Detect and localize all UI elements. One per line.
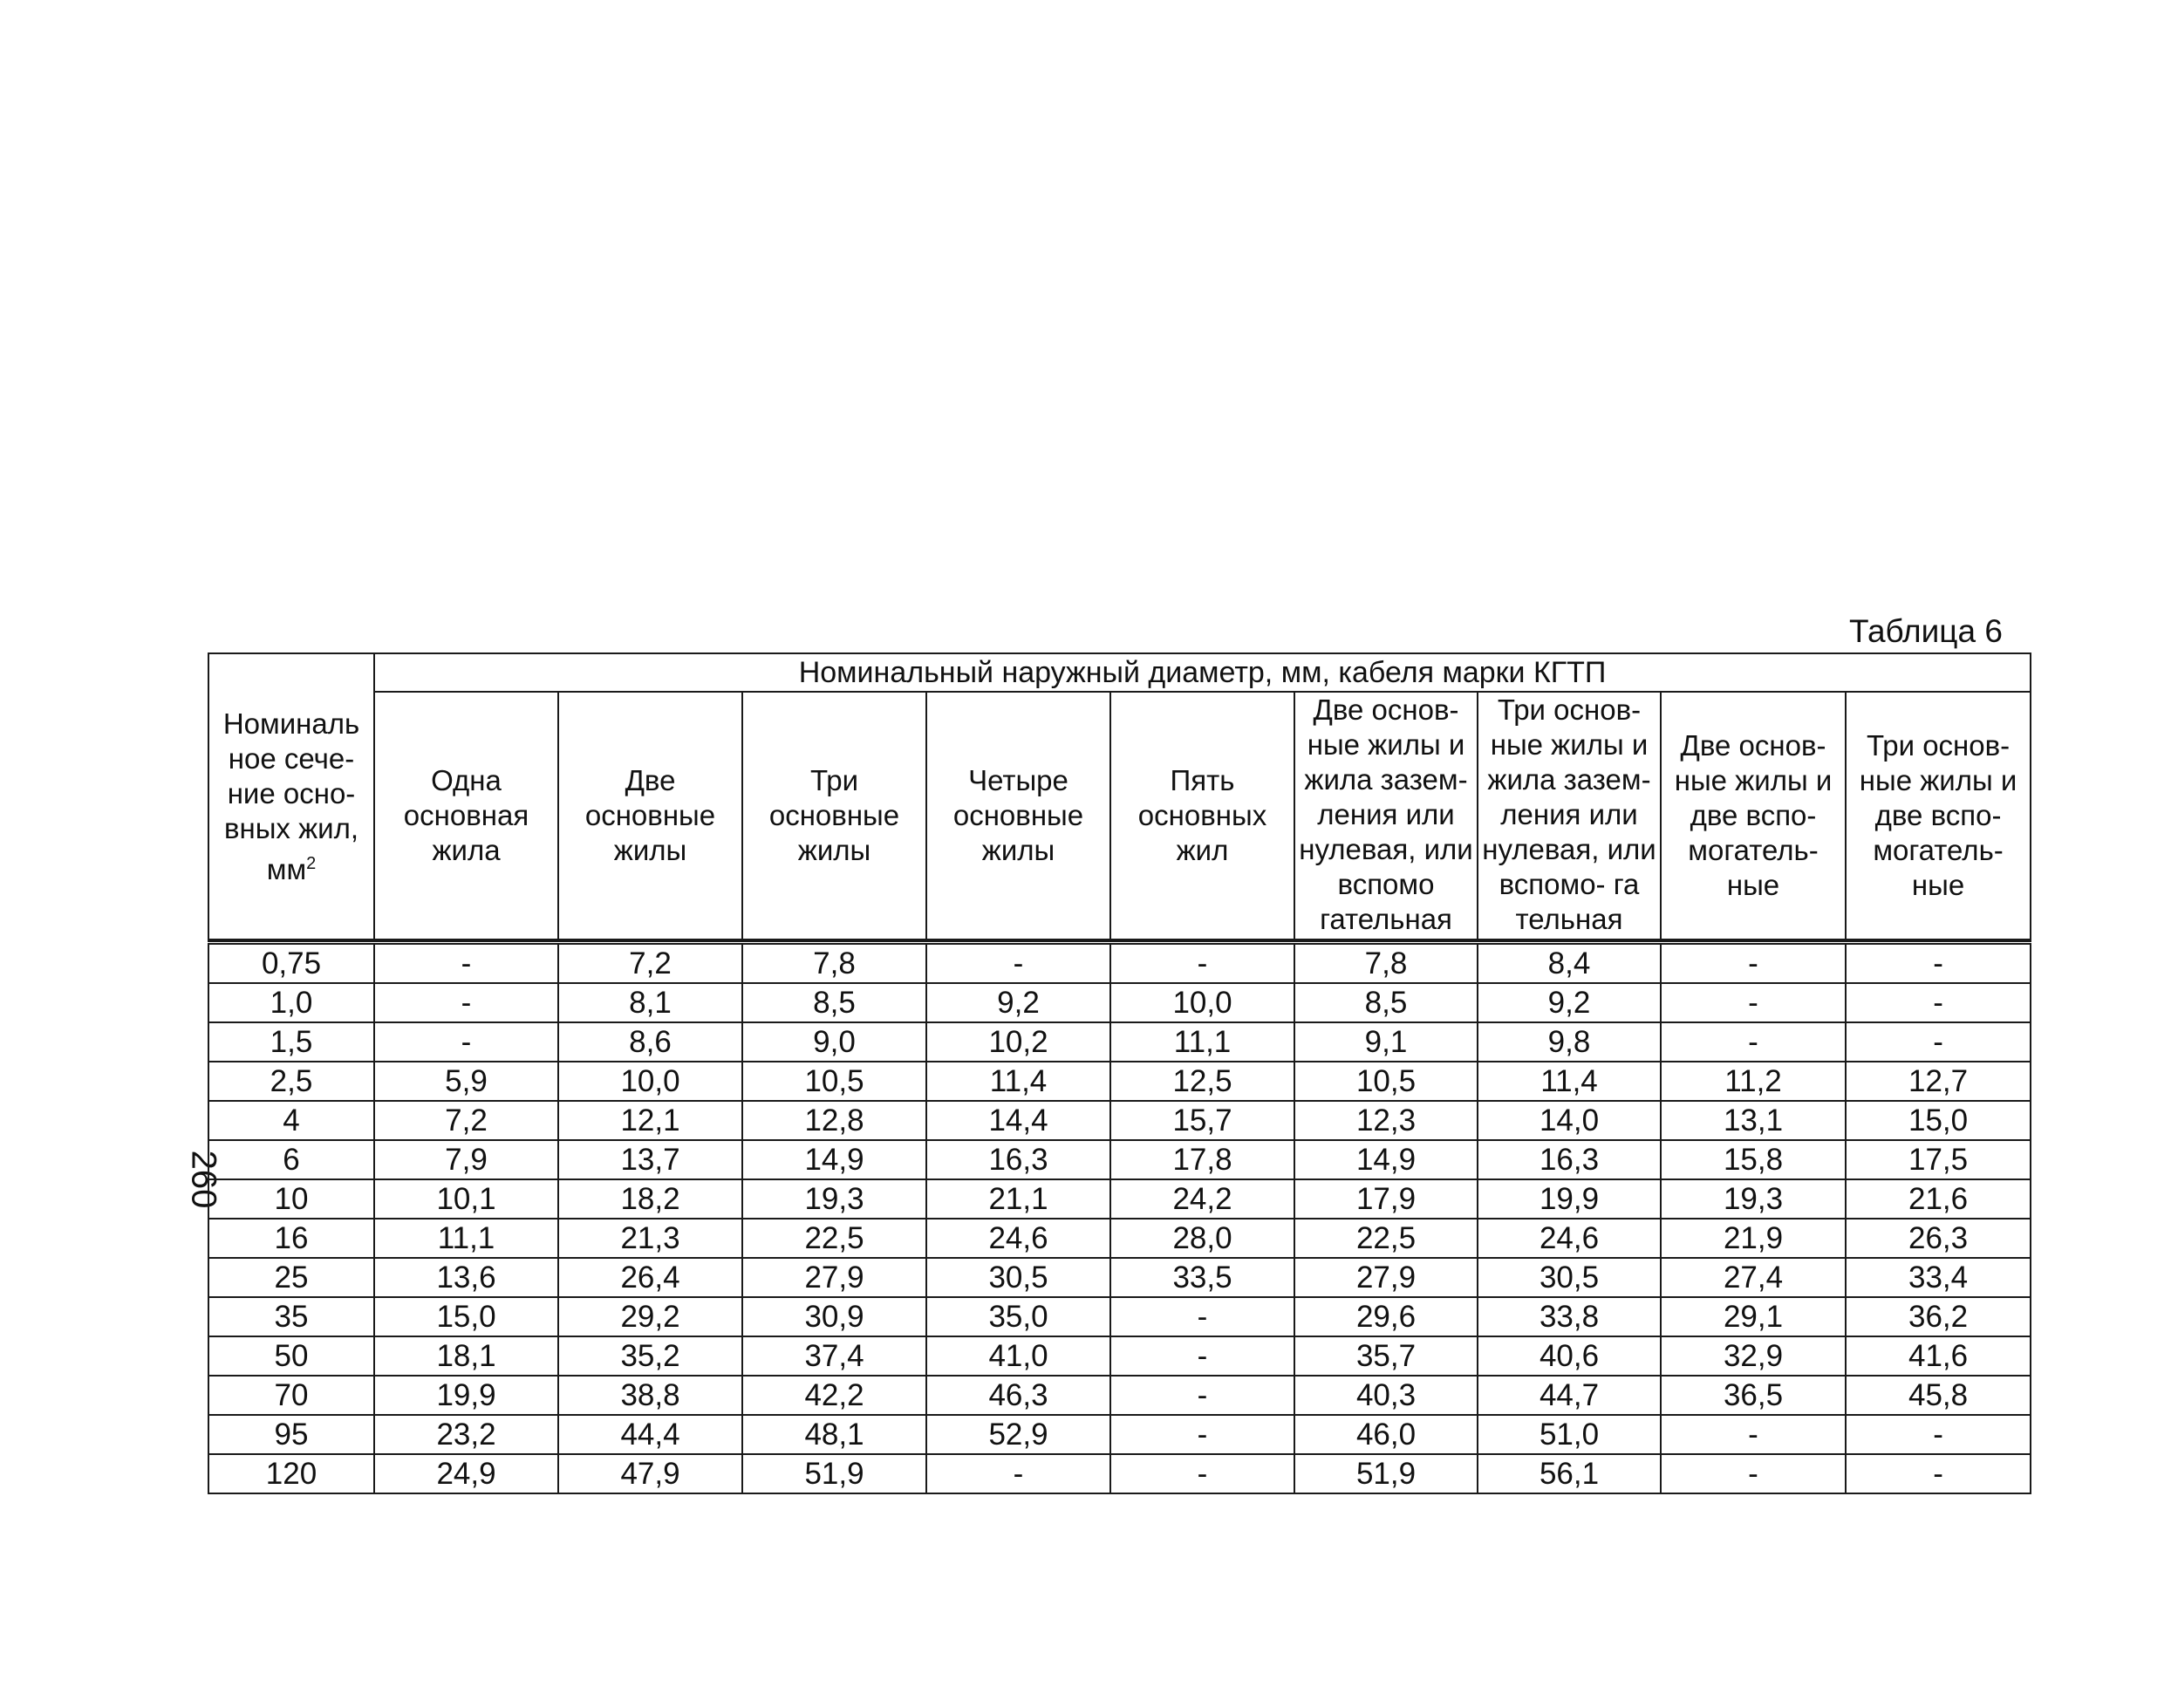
diameter-cell: 36,5 xyxy=(1661,1376,1846,1415)
diameter-cell: 18,2 xyxy=(558,1179,742,1219)
diameter-cell: 21,9 xyxy=(1661,1219,1846,1258)
cross-section-cell: 70 xyxy=(208,1376,374,1415)
diameter-cell: 9,2 xyxy=(926,983,1110,1022)
diameter-cell: 11,4 xyxy=(1478,1062,1661,1101)
diameter-cell: 27,9 xyxy=(1294,1258,1478,1297)
diameter-cell: 11,1 xyxy=(1110,1022,1294,1062)
diameter-cell: 15,8 xyxy=(1661,1140,1846,1179)
diameter-cell: - xyxy=(1110,1297,1294,1336)
diameter-cell: - xyxy=(926,1454,1110,1493)
diameter-cell: 19,3 xyxy=(1661,1179,1846,1219)
diameter-cell: 8,1 xyxy=(558,983,742,1022)
diameter-cell: 17,8 xyxy=(1110,1140,1294,1179)
diameter-cell: 14,9 xyxy=(742,1140,926,1179)
diameter-cell: - xyxy=(1661,1022,1846,1062)
diameter-cell: 22,5 xyxy=(1294,1219,1478,1258)
cross-section-cell: 1,0 xyxy=(208,983,374,1022)
diameter-cell: - xyxy=(374,1022,558,1062)
diameter-cell: - xyxy=(1846,1454,2031,1493)
cross-section-cell: 4 xyxy=(208,1101,374,1140)
diameter-cell: 33,8 xyxy=(1478,1297,1661,1336)
diameter-cell: 46,3 xyxy=(926,1376,1110,1415)
diameter-cell: 7,9 xyxy=(374,1140,558,1179)
diameter-cell: 9,0 xyxy=(742,1022,926,1062)
diameter-cell: 19,9 xyxy=(1478,1179,1661,1219)
diameter-cell: - xyxy=(1110,1336,1294,1376)
diameter-cell: 29,2 xyxy=(558,1297,742,1336)
table-row xyxy=(208,1258,2031,1297)
diameter-cell: 22,5 xyxy=(742,1219,926,1258)
diameter-cell: 26,4 xyxy=(558,1258,742,1297)
diameter-cell: 8,6 xyxy=(558,1022,742,1062)
cross-section-cell: 50 xyxy=(208,1336,374,1376)
column-header: Две основ- ные жилы и две вспо- могатель- ные xyxy=(1661,692,1846,939)
diameter-cell: 40,6 xyxy=(1478,1336,1661,1376)
diameter-cell: 46,0 xyxy=(1294,1415,1478,1454)
diameter-cell: 10,2 xyxy=(926,1022,1110,1062)
table-row xyxy=(208,1101,2031,1140)
column-header: Три основ- ные жилы и две вспо- могатель- ные xyxy=(1846,692,2031,939)
diameter-cell: 9,8 xyxy=(1478,1022,1661,1062)
diameter-cell: 9,2 xyxy=(1478,983,1661,1022)
diameter-cell: 21,3 xyxy=(558,1219,742,1258)
diameter-cell: - xyxy=(1846,1022,2031,1062)
diameter-cell: 51,9 xyxy=(742,1454,926,1493)
column-header: Пять основных жил xyxy=(1110,692,1294,939)
diameter-cell: 12,7 xyxy=(1846,1062,2031,1101)
cable-diameter-table xyxy=(208,652,2031,1494)
diameter-cell: 36,2 xyxy=(1846,1297,2031,1336)
cross-section-cell: 120 xyxy=(208,1454,374,1493)
diameter-cell: 8,5 xyxy=(1294,983,1478,1022)
table-row xyxy=(208,1140,2031,1179)
diameter-cell: 14,0 xyxy=(1478,1101,1661,1140)
diameter-cell: 17,5 xyxy=(1846,1140,2031,1179)
cross-section-cell: 95 xyxy=(208,1415,374,1454)
diameter-cell: 30,5 xyxy=(1478,1258,1661,1297)
table-row xyxy=(208,1376,2031,1415)
diameter-cell: 12,5 xyxy=(1110,1062,1294,1101)
diameter-cell: - xyxy=(1846,943,2031,984)
header-cross-section xyxy=(208,653,374,939)
table-row xyxy=(208,1415,2031,1454)
diameter-cell: - xyxy=(1661,943,1846,984)
diameter-cell: 48,1 xyxy=(742,1415,926,1454)
table-row xyxy=(208,1336,2031,1376)
diameter-cell: 10,0 xyxy=(558,1062,742,1101)
diameter-cell: 19,9 xyxy=(374,1376,558,1415)
diameter-cell: 28,0 xyxy=(1110,1219,1294,1258)
diameter-cell: 47,9 xyxy=(558,1454,742,1493)
cross-section-cell: 0,75 xyxy=(208,943,374,984)
diameter-cell: 27,4 xyxy=(1661,1258,1846,1297)
diameter-cell: - xyxy=(1661,1454,1846,1493)
diameter-cell: 38,8 xyxy=(558,1376,742,1415)
column-header: Четыре основные жилы xyxy=(926,692,1110,939)
diameter-cell: 24,6 xyxy=(1478,1219,1661,1258)
cross-section-cell: 35 xyxy=(208,1297,374,1336)
diameter-cell: - xyxy=(1846,1415,2031,1454)
diameter-cell: - xyxy=(1846,983,2031,1022)
diameter-cell: 24,2 xyxy=(1110,1179,1294,1219)
diameter-cell: 27,9 xyxy=(742,1258,926,1297)
diameter-cell: 12,3 xyxy=(1294,1101,1478,1140)
table-row xyxy=(208,1219,2031,1258)
diameter-cell: 11,1 xyxy=(374,1219,558,1258)
table-caption: Таблица 6 xyxy=(1849,613,2003,649)
diameter-cell: 11,2 xyxy=(1661,1062,1846,1101)
table-row xyxy=(208,1297,2031,1336)
diameter-cell: - xyxy=(1110,943,1294,984)
table-row xyxy=(208,1179,2031,1219)
diameter-cell: 56,1 xyxy=(1478,1454,1661,1493)
header-outer-diameter-group: Номинальный наружный диаметр, мм, кабеля марки КГТП xyxy=(374,653,2031,692)
header-columns-row xyxy=(208,692,2031,939)
cross-section-cell: 6 xyxy=(208,1140,374,1179)
column-header: Одна основная жила xyxy=(374,692,558,939)
table-row xyxy=(208,983,2031,1022)
diameter-cell: 41,6 xyxy=(1846,1336,2031,1376)
diameter-cell: 17,9 xyxy=(1294,1179,1478,1219)
diameter-cell: 32,9 xyxy=(1661,1336,1846,1376)
diameter-cell: 33,4 xyxy=(1846,1258,2031,1297)
diameter-cell: 24,6 xyxy=(926,1219,1110,1258)
diameter-cell: 14,9 xyxy=(1294,1140,1478,1179)
table-header xyxy=(208,653,2031,943)
diameter-cell: 29,1 xyxy=(1661,1297,1846,1336)
diameter-cell: 13,6 xyxy=(374,1258,558,1297)
diameter-cell: 10,5 xyxy=(742,1062,926,1101)
diameter-cell: 15,7 xyxy=(1110,1101,1294,1140)
diameter-cell: - xyxy=(926,943,1110,984)
table-body xyxy=(208,943,2031,1494)
diameter-cell: 23,2 xyxy=(374,1415,558,1454)
diameter-cell: 42,2 xyxy=(742,1376,926,1415)
diameter-cell: 24,9 xyxy=(374,1454,558,1493)
diameter-cell: 5,9 xyxy=(374,1062,558,1101)
diameter-cell: 52,9 xyxy=(926,1415,1110,1454)
header-group-row xyxy=(208,653,2031,692)
cross-section-cell: 25 xyxy=(208,1258,374,1297)
diameter-cell: 12,8 xyxy=(742,1101,926,1140)
diameter-cell: - xyxy=(1110,1454,1294,1493)
diameter-cell: 11,4 xyxy=(926,1062,1110,1101)
column-header: Три основные жилы xyxy=(742,692,926,939)
diameter-cell: 26,3 xyxy=(1846,1219,2031,1258)
diameter-cell: 44,7 xyxy=(1478,1376,1661,1415)
diameter-cell: 7,2 xyxy=(374,1101,558,1140)
diameter-cell: - xyxy=(374,983,558,1022)
cross-section-cell: 1,5 xyxy=(208,1022,374,1062)
table-row xyxy=(208,1022,2031,1062)
diameter-cell: - xyxy=(1661,1415,1846,1454)
cross-section-cell: 10 xyxy=(208,1179,374,1219)
diameter-cell: 51,9 xyxy=(1294,1454,1478,1493)
diameter-cell: - xyxy=(1110,1376,1294,1415)
diameter-cell: 9,1 xyxy=(1294,1022,1478,1062)
table-row xyxy=(208,1454,2031,1493)
header-cross-section-label: Номиналь ное сече- ние осно- вных жил, мм xyxy=(222,707,360,885)
diameter-cell: 8,4 xyxy=(1478,943,1661,984)
diameter-cell: 41,0 xyxy=(926,1336,1110,1376)
column-header: Три основ- ные жилы и жила зазем- ления или нулевая, или вспомо- га тельная xyxy=(1478,692,1661,939)
diameter-cell: 15,0 xyxy=(1846,1101,2031,1140)
diameter-cell: 7,8 xyxy=(742,943,926,984)
diameter-cell: - xyxy=(1661,983,1846,1022)
column-header: Две основ- ные жилы и жила зазем- ления или нулевая, или вспомо гательная xyxy=(1294,692,1478,939)
diameter-cell: - xyxy=(1110,1415,1294,1454)
diameter-cell: 12,1 xyxy=(558,1101,742,1140)
table-row xyxy=(208,1062,2031,1101)
diameter-cell: 35,7 xyxy=(1294,1336,1478,1376)
diameter-cell: 21,1 xyxy=(926,1179,1110,1219)
diameter-cell: - xyxy=(374,943,558,984)
diameter-cell: 44,4 xyxy=(558,1415,742,1454)
diameter-cell: 33,5 xyxy=(1110,1258,1294,1297)
diameter-cell: 7,2 xyxy=(558,943,742,984)
diameter-cell: 51,0 xyxy=(1478,1415,1661,1454)
diameter-cell: 40,3 xyxy=(1294,1376,1478,1415)
header-cross-section-sup: 2 xyxy=(306,853,317,873)
diameter-cell: 30,5 xyxy=(926,1258,1110,1297)
diameter-cell: 14,4 xyxy=(926,1101,1110,1140)
diameter-cell: 19,3 xyxy=(742,1179,926,1219)
cross-section-cell: 2,5 xyxy=(208,1062,374,1101)
diameter-cell: 10,1 xyxy=(374,1179,558,1219)
diameter-cell: 8,5 xyxy=(742,983,926,1022)
page-number: 260 xyxy=(184,1150,223,1209)
column-header: Две основные жилы xyxy=(558,692,742,939)
diameter-cell: 37,4 xyxy=(742,1336,926,1376)
diameter-cell: 45,8 xyxy=(1846,1376,2031,1415)
diameter-cell: 13,1 xyxy=(1661,1101,1846,1140)
diameter-cell: 10,5 xyxy=(1294,1062,1478,1101)
diameter-cell: 35,2 xyxy=(558,1336,742,1376)
diameter-cell: 16,3 xyxy=(926,1140,1110,1179)
diameter-cell: 18,1 xyxy=(374,1336,558,1376)
diameter-cell: 29,6 xyxy=(1294,1297,1478,1336)
diameter-cell: 30,9 xyxy=(742,1297,926,1336)
diameter-cell: 10,0 xyxy=(1110,983,1294,1022)
diameter-cell: 13,7 xyxy=(558,1140,742,1179)
table-row xyxy=(208,943,2031,984)
diameter-cell: 21,6 xyxy=(1846,1179,2031,1219)
diameter-cell: 7,8 xyxy=(1294,943,1478,984)
cross-section-cell: 16 xyxy=(208,1219,374,1258)
diameter-cell: 35,0 xyxy=(926,1297,1110,1336)
diameter-cell: 16,3 xyxy=(1478,1140,1661,1179)
diameter-cell: 15,0 xyxy=(374,1297,558,1336)
